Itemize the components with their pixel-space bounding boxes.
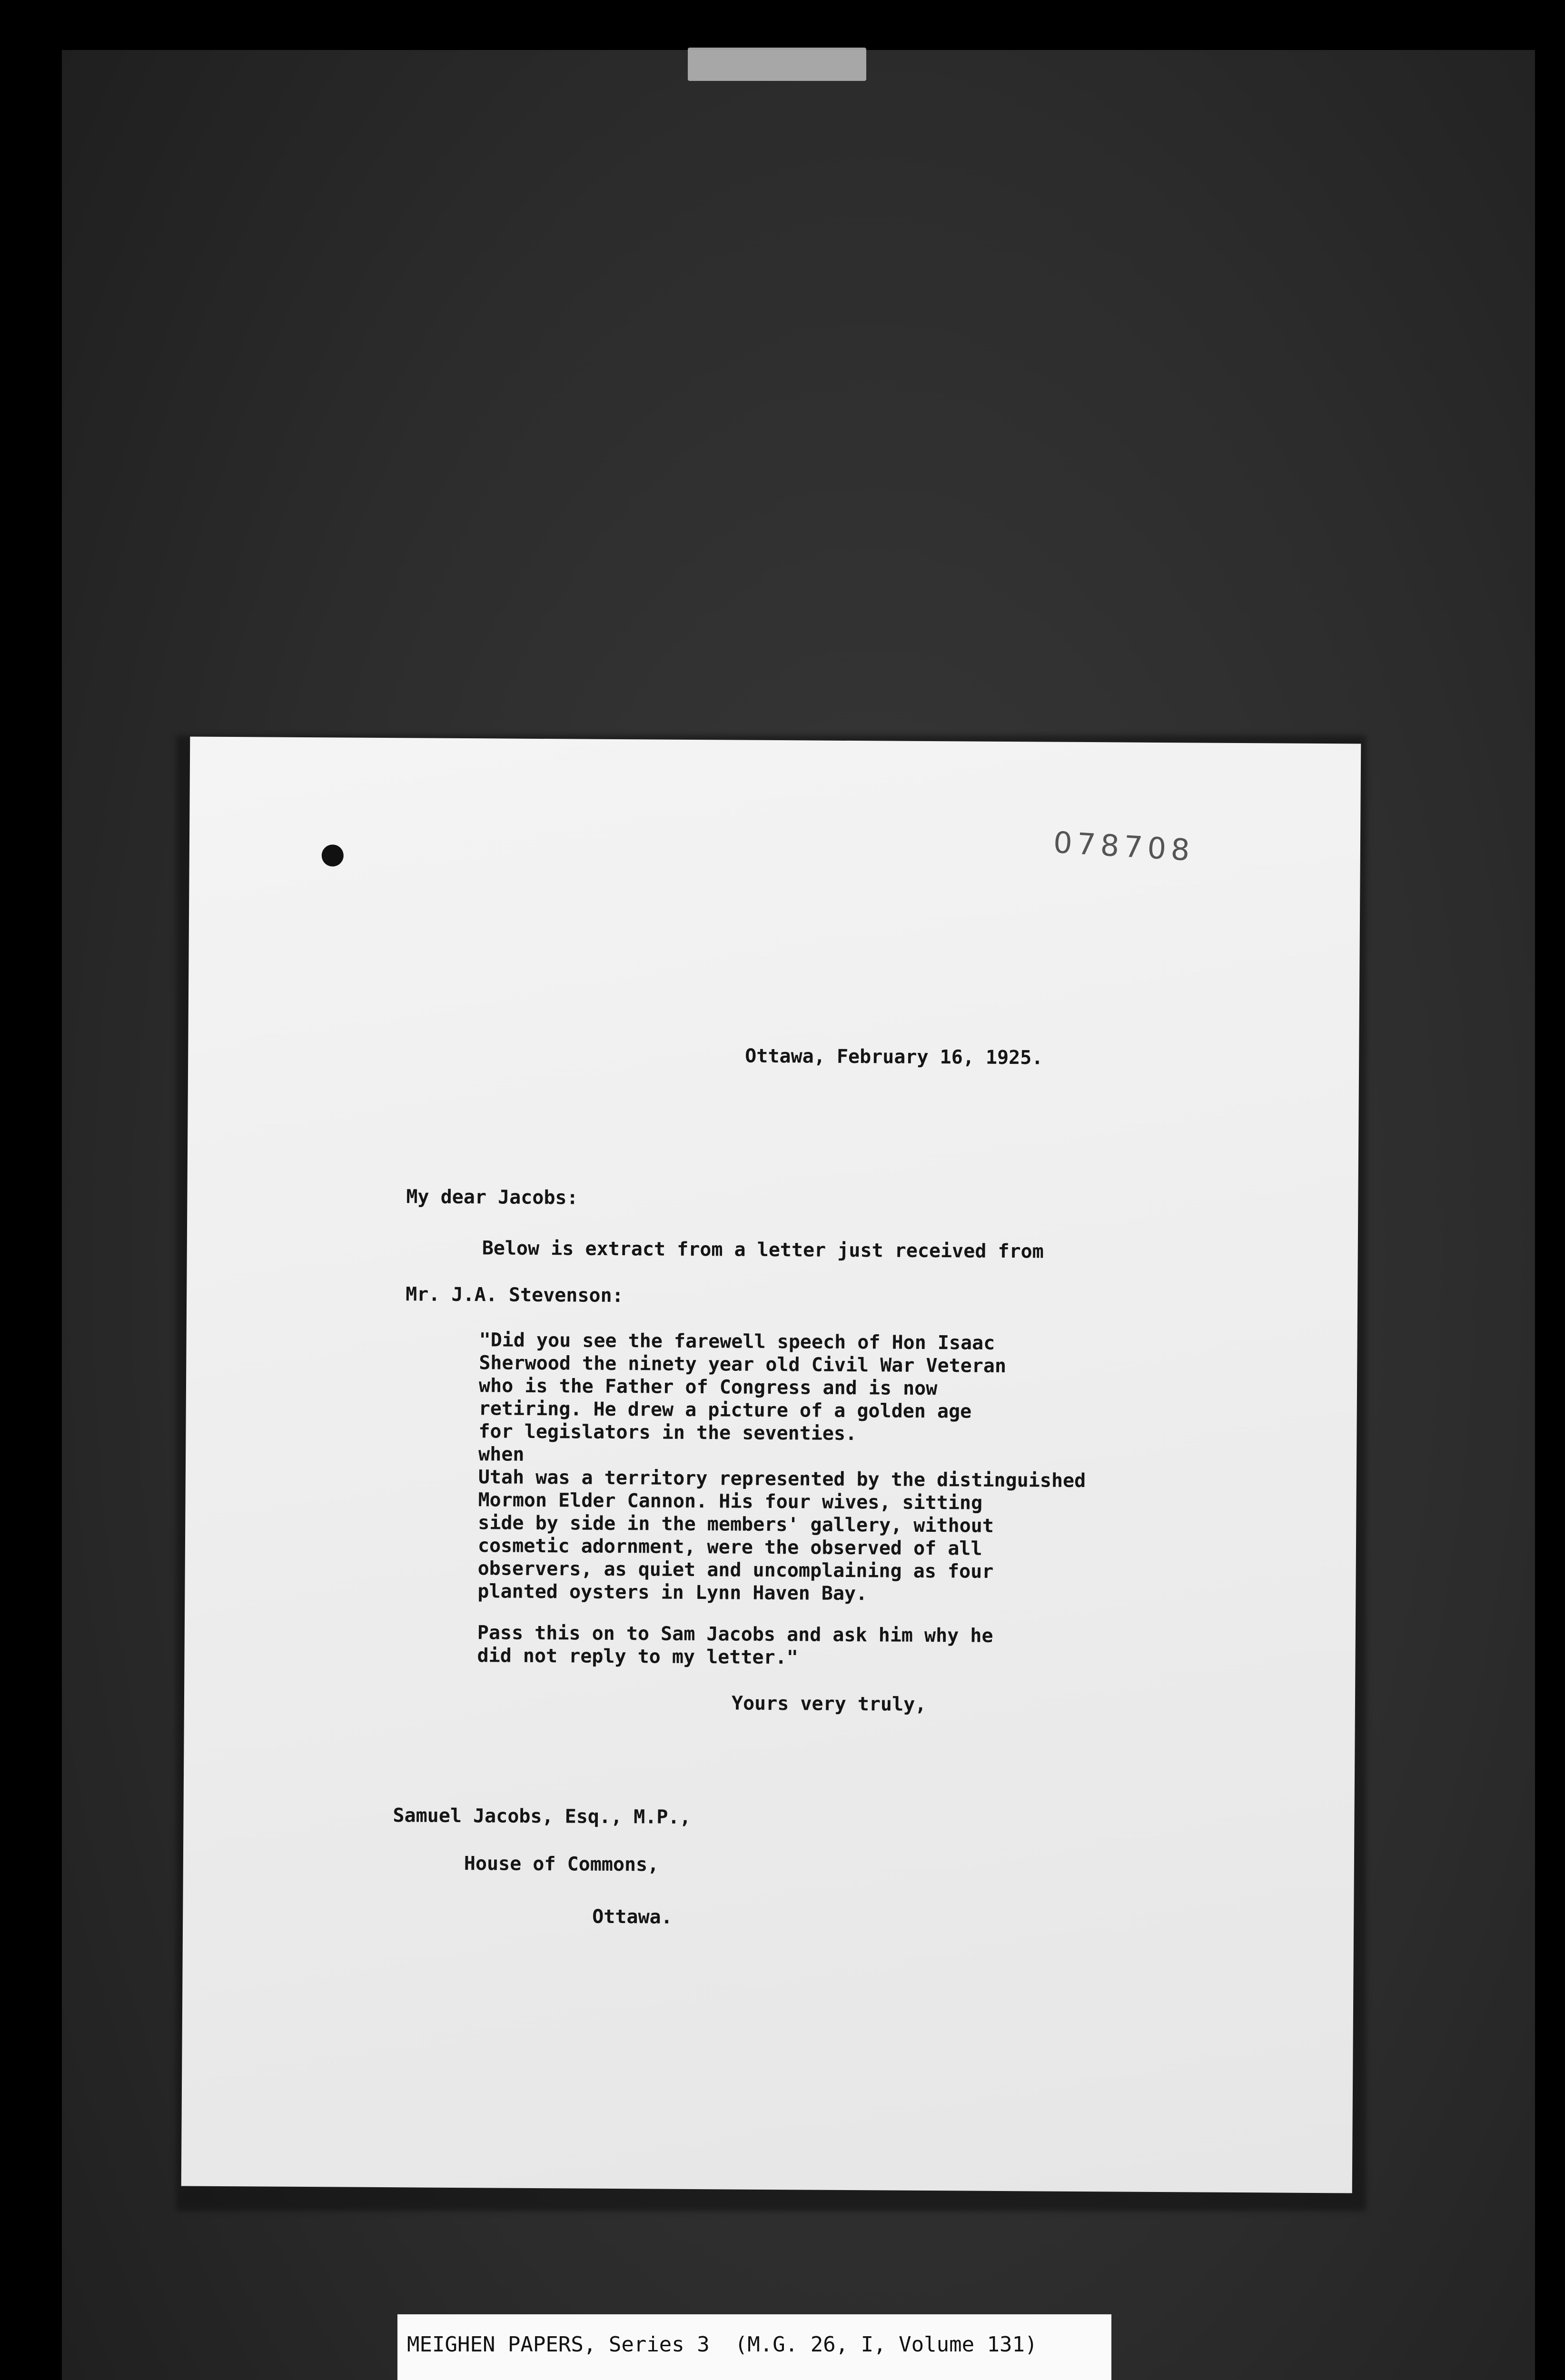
address-line: House of Commons, (464, 1853, 659, 1876)
letter-intro-line: Below is extract from a letter just received from (482, 1237, 1044, 1263)
closing-line: did not reply to my letter." (477, 1645, 798, 1669)
quote-line: side by side in the members' gallery, without (478, 1512, 994, 1537)
letter-date: Ottawa, February 16, 1925. (745, 1045, 1043, 1069)
quote-line: observers, as quiet and uncomplaining as four (477, 1557, 994, 1583)
letter-salutation: My dear Jacobs: (406, 1186, 578, 1209)
quote-line: Utah was a territory represented by the distinguished (478, 1466, 1086, 1492)
quote-line: Mormon Elder Cannon. His four wives, sitting (478, 1489, 983, 1514)
quote-line: "Did you see the farewell speech of Hon Isaac (479, 1329, 995, 1354)
quote-line: retiring. He drew a picture of a golden age (478, 1398, 972, 1423)
quote-line: when (478, 1443, 525, 1466)
letter-page (181, 737, 1361, 2193)
punch-hole (322, 844, 344, 866)
quote-line: planted oysters in Lynn Haven Bay. (477, 1580, 868, 1605)
collection-label-text: MEIGHEN PAPERS, Series 3 (M.G. 26, I, Volume 131) (407, 2332, 1038, 2357)
quote-line: for legislators in the seventies. (478, 1420, 857, 1445)
letter-intro-line: Mr. J.A. Stevenson: (406, 1283, 624, 1307)
quote-line: who is the Father of Congress and is now (478, 1375, 938, 1400)
quote-line: Sherwood the ninety year old Civil War Veteran (479, 1352, 1007, 1378)
address-line: Samuel Jacobs, Esq., M.P., (393, 1805, 691, 1828)
valediction: Yours very truly, (731, 1692, 927, 1716)
collection-label (397, 2314, 1111, 2380)
paper-clip (688, 48, 866, 81)
document-number-stamp: 078708 (1052, 824, 1196, 868)
quote-line: cosmetic adornment, were the observed of all (477, 1535, 982, 1560)
address-line: Ottawa. (592, 1905, 673, 1928)
closing-line: Pass this on to Sam Jacobs and ask him why he (477, 1622, 993, 1647)
